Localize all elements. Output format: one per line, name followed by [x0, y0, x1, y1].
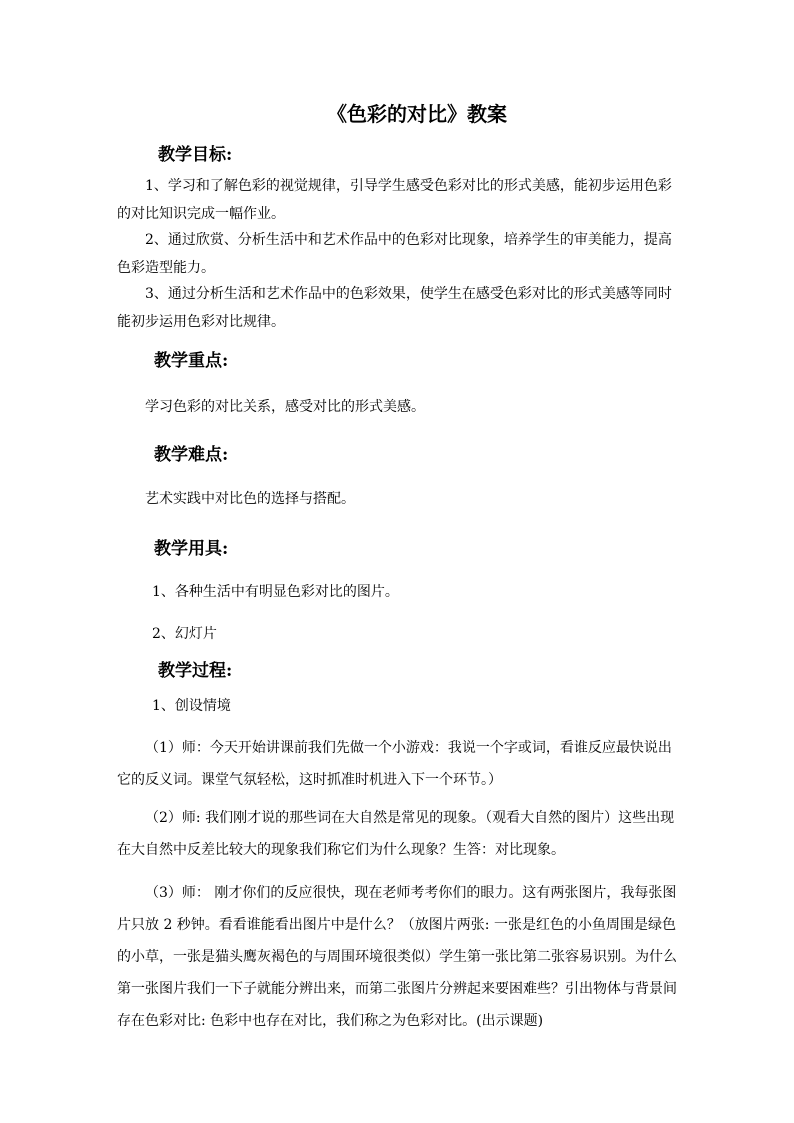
key-points-text: 学习色彩的对比关系，感受对比的形式美感。 — [145, 399, 425, 415]
tools-item: 1、各种生活中有明显色彩对比的图片。 — [152, 584, 399, 600]
key-points-heading: 教学重点: — [154, 351, 229, 371]
tools-item: 2、幻灯片 — [152, 626, 217, 642]
objectives-heading: 教学目标: — [158, 145, 233, 165]
process-step-title: 1、创设情境 — [152, 698, 231, 714]
difficulties-text: 艺术实践中对比色的选择与搭配。 — [145, 491, 355, 507]
process-paragraph: （1）师：今天开始讲课前我们先做一个小游戏：我说一个字或词，看谁反应最快说出它的反义词。课堂气氛轻松，这时抓准时机进入下一个环节。） — [117, 740, 672, 788]
difficulties-heading: 教学难点: — [154, 445, 229, 465]
objective-item: 2、通过欣赏、分析生活中和艺术作品中的色彩对比现象，培养学生的审美能力，提高色彩造型能力。 — [117, 232, 672, 276]
process-paragraph: （3）师： 刚才你们的反应很快，现在老师考考你们的眼力。这有两张图片，我每张图片只放 2 秒钟。看看谁能看出图片中是什么？（放图片两张: 一张是红色的小鱼周围是绿色的小草，一张是猫头鹰灰褐色的与周围环境很类似）学生第一张比第二张容易识别。为什么第一张图片我们一下子就能分辨出来，而第二张图片分辨起来要困难些？引出物体与背景间存在色彩对比: 色彩中也存在对比，我们称之为色彩对比。(出示课题) — [117, 885, 677, 1029]
document-title: 《色彩的对比》教案 — [327, 102, 507, 126]
process-paragraph: （2）师: 我们刚才说的那些词在大自然是常见的现象。（观看大自然的图片）这些出现在大自然中反差比较大的现象我们称它们为什么现象？生答：对比现象。 — [117, 810, 675, 858]
tools-heading: 教学用具: — [154, 539, 229, 559]
process-heading: 教学过程: — [158, 661, 233, 681]
objective-item: 3、通过分析生活和艺术作品中的色彩效果，使学生在感受色彩对比的形式美感等同时能初步运用色彩对比规律。 — [117, 286, 672, 330]
objective-item: 1、学习和了解色彩的视觉规律，引导学生感受色彩对比的形式美感，能初步运用色彩的对比知识完成一幅作业。 — [117, 178, 672, 222]
